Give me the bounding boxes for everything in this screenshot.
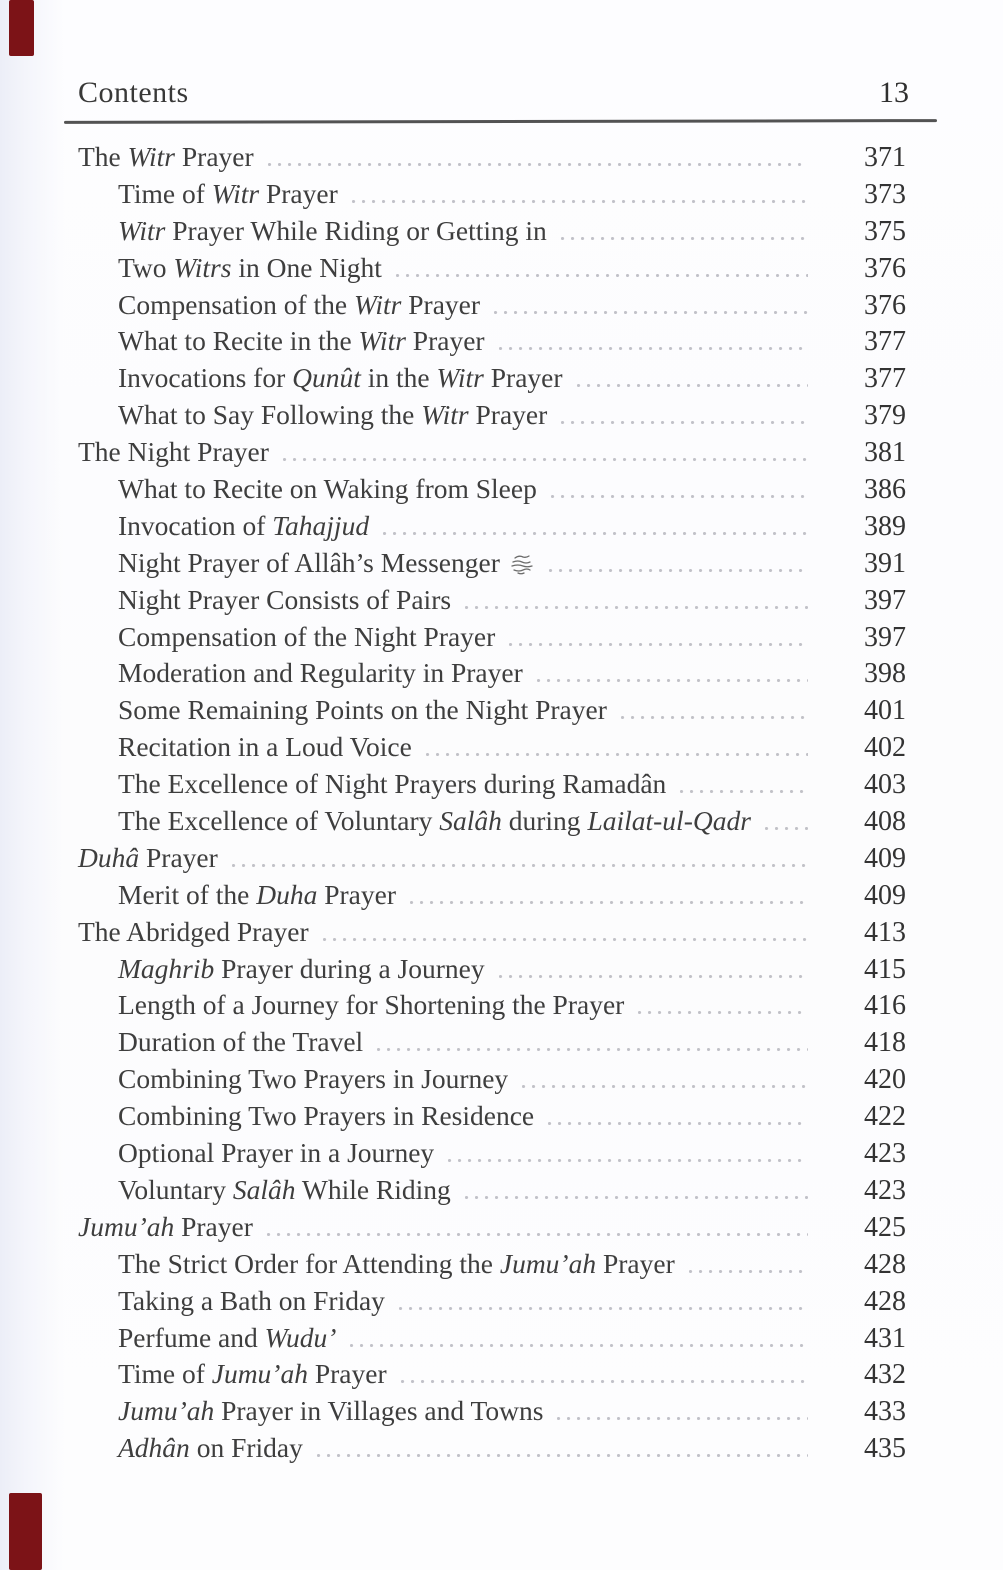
toc-entry-title [118,584,451,616]
toc-entry [78,1026,906,1063]
toc-title-italic-segment: Wudu’ [264,1321,337,1353]
dot-leader [317,1454,808,1457]
toc-title-italic-segment: Witr [436,362,484,394]
toc-entry [78,473,906,510]
toc-entry [78,621,906,658]
toc-entry-title [118,547,535,582]
toc-entry [78,731,906,768]
toc-title-segment: Optional Prayer in a Journey [118,1137,435,1169]
toc-entry [78,1432,906,1469]
dot-leader [509,643,808,646]
dot-leader [383,532,808,535]
toc-entry [78,1174,906,1211]
dot-leader [448,1159,808,1162]
toc-entry-title [118,1395,543,1427]
toc-page-number: 431 [864,1322,906,1354]
dot-leader [499,347,808,350]
toc-page-number: 413 [864,916,906,948]
dot-leader [401,1380,808,1383]
toc-entry [78,215,906,252]
pbuh-symbol-icon [509,550,535,582]
toc-entry [78,953,906,990]
dot-leader [350,1344,808,1347]
toc-page-number: 398 [864,658,906,690]
dot-leader [621,716,808,719]
toc-title-segment: Time of [118,177,212,209]
toc-entry [78,1285,906,1322]
toc-title-segment: Invocation of [118,509,273,541]
toc-page-number: 379 [864,400,906,432]
toc-page-number: 428 [864,1248,906,1280]
toc-title-segment: Prayer [307,1358,387,1390]
toc-page-number: 433 [864,1396,906,1428]
toc-page-number: 401 [864,695,906,727]
toc-title-segment: Two [118,251,174,283]
toc-title-italic-segment: Witr [118,214,166,246]
toc-title-segment: Length of a Journey for Shortening the Prayer [118,989,625,1021]
toc-entry-title [118,768,666,800]
header-rule [64,119,937,124]
toc-page-number: 416 [864,990,906,1022]
toc-title-segment: Perfume and [118,1321,265,1353]
dot-leader [268,163,808,166]
cover-edge-mark-top [9,0,34,56]
toc-entry-title [118,657,523,689]
toc-entry [78,252,906,289]
dot-leader [638,1011,808,1014]
toc-page-number: 425 [864,1211,906,1243]
toc-entry [78,916,906,953]
toc-page-number: 423 [864,1174,906,1206]
toc-title-segment: Merit of the [118,878,257,910]
toc-entry [78,657,906,694]
dot-leader [494,311,808,314]
page-header [78,76,937,110]
toc-page-number: 420 [864,1064,906,1096]
toc-title-italic-segment: Maghrib [118,952,215,984]
toc-entry [78,399,906,436]
dot-leader [232,864,808,867]
toc-entry [78,510,906,547]
toc-entry-title [118,1432,303,1464]
toc-title-segment: Night Prayer Consists of Pairs [118,583,452,615]
dot-leader [323,938,808,941]
toc-entry [78,436,906,473]
toc-title-italic-segment: Witr [211,177,260,209]
toc-entry [78,325,906,362]
dot-leader [557,1417,808,1420]
toc-entry [78,1248,906,1285]
toc-entry [78,1100,906,1137]
dot-leader [680,790,808,793]
dot-leader [551,495,808,498]
toc-entry-title [118,1137,434,1169]
toc-title-italic-segment: Jumu’ah [499,1247,597,1279]
toc-title-italic-segment: Adhân [118,1432,190,1464]
toc-page-number: 391 [864,547,906,579]
toc-title-segment: Prayer While Riding or Getting in [165,214,547,246]
toc-entry [78,989,906,1026]
toc-title-segment: Compensation of the [118,288,355,320]
toc-page-number: 432 [864,1359,906,1391]
toc-entry-title [118,289,480,321]
toc-title-italic-segment: Witr [127,141,176,172]
toc-title-segment: Prayer [401,288,481,320]
toc-entry-title [118,252,382,284]
toc-title-segment: Combining Two Prayers in Residence [118,1100,535,1132]
dot-leader [561,421,808,424]
toc-entry-title [78,842,218,874]
toc-title-segment: Prayer [405,325,485,357]
toc-title-segment: The [78,141,128,172]
toc-entry-title [118,1063,508,1095]
toc-title-segment: What to Say Following the [118,399,422,431]
dot-leader [522,1085,808,1088]
toc-title-segment: Prayer [468,399,548,431]
toc-page-number: 435 [864,1433,906,1465]
toc-entry [78,842,906,879]
toc-page-number: 397 [864,584,906,616]
dot-leader [577,384,808,387]
toc-title-segment: While Riding [295,1173,451,1205]
toc-entry-title [78,1211,253,1243]
toc-title-segment: Taking a Bath on Friday [118,1284,385,1316]
toc-title-italic-segment: Witr [354,288,402,320]
toc-page-number: 386 [864,474,906,506]
dot-leader [377,1048,808,1051]
toc-title-segment: Prayer [139,841,218,873]
toc-title-segment: The Excellence of Voluntary [118,805,440,837]
toc-entry-title [118,953,485,985]
toc-title-italic-segment: Salâh [439,805,502,837]
toc-entry-title [78,916,309,948]
toc-title-italic-segment: Witr [421,399,469,431]
toc-page-number: 408 [864,806,906,838]
toc-entry-title [118,399,547,431]
toc-page-number: 423 [864,1138,906,1170]
toc-title-italic-segment: Duhâ [78,841,140,873]
toc-title-segment: The Night Prayer [78,436,269,468]
toc-entry-title [118,989,624,1021]
dot-leader [410,901,808,904]
toc-title-segment: Moderation and Regularity in Prayer [118,657,523,689]
toc-title-italic-segment: Qunût [292,362,361,394]
toc-entry-title [118,694,607,726]
dot-leader [283,458,808,461]
toc-entry [78,879,906,916]
toc-title-segment: in the [360,362,437,394]
toc-entry-title [118,879,396,911]
toc-title-italic-segment: Witrs [173,251,232,283]
toc-title-italic-segment: Lailat-ul-Qadr [587,805,751,837]
toc-page-number: 375 [864,215,906,247]
dot-leader [396,274,808,277]
page-number: 13 [879,76,909,109]
toc-entry [78,1395,906,1432]
toc-entry [78,694,906,731]
toc-page-number: 373 [864,178,906,210]
toc-page-number: 409 [864,842,906,874]
dot-leader [561,237,808,240]
toc-title-segment: Invocations for [118,362,293,394]
toc-title-segment: Prayer in Villages and Towns [214,1395,544,1427]
toc-page-number: 376 [864,252,906,284]
toc-page-number: 402 [864,732,906,764]
toc-title-segment: What to Recite in the [118,325,359,357]
toc-entry [78,141,906,178]
toc-page-number: 377 [864,363,906,395]
dot-leader [765,827,808,830]
toc-title-italic-segment: Salâh [232,1173,296,1205]
toc-title-segment: Compensation of the Night Prayer [118,620,496,652]
toc-title-italic-segment: Jumu’ah [211,1358,308,1390]
toc-entry-title [118,805,751,837]
toc-title-segment: Voluntary [118,1173,233,1205]
toc-page-number: 377 [864,326,906,358]
toc-entry-title [118,178,338,210]
toc-entry-title [118,215,547,247]
toc-entry-title [118,731,412,763]
toc-entry-title [118,473,537,505]
dot-leader [689,1270,808,1273]
toc-page-number: 422 [864,1101,906,1133]
toc-entry-title [118,1174,451,1206]
toc-title-segment: Prayer [596,1247,675,1279]
toc-title-segment: Prayer during a Journey [214,952,485,984]
toc-title-segment: in One Night [231,251,382,283]
dot-leader [352,200,808,203]
toc-entry-title [118,1026,363,1058]
toc-entry [78,1137,906,1174]
toc-title-segment: Night Prayer of Allâh’s Messenger [118,546,507,578]
toc-title-segment: Prayer [317,878,397,910]
toc-page-number: 376 [864,289,906,321]
toc-entry [78,1211,906,1248]
toc-entry-title [118,325,485,357]
dot-leader [465,1196,808,1199]
toc-page-number: 397 [864,621,906,653]
toc-page-number: 409 [864,879,906,911]
toc-title-segment: Prayer [483,362,563,394]
toc-entry [78,178,906,215]
toc-list [78,141,906,1469]
page-edge-shadow [0,0,64,1570]
toc-entry-title [118,1358,387,1390]
toc-entry-title [118,362,563,394]
toc-title-italic-segment: Tahajjud [272,509,370,541]
toc-page-number: 415 [864,953,906,985]
toc-entry-title [78,436,269,468]
dot-leader [499,975,808,978]
toc-entry [78,362,906,399]
toc-page-number: 428 [864,1285,906,1317]
toc-entry-title [118,510,369,542]
toc-entry [78,547,906,584]
toc-title-segment: during [501,805,588,837]
toc-entry-title [118,1285,385,1317]
toc-entry [78,768,906,805]
dot-leader [426,753,808,756]
toc-entry [78,289,906,326]
dot-leader [399,1307,808,1310]
toc-entry [78,1063,906,1100]
toc-title-segment: Duration of the Travel [118,1026,364,1058]
toc-entry-title [118,1248,675,1280]
toc-page-number: 381 [864,437,906,469]
toc-title-italic-segment: Jumu’ah [78,1210,175,1242]
toc-title-segment: Some Remaining Points on the Night Prayer [118,694,607,726]
toc-title-segment: The Strict Order for Attending the [118,1247,500,1279]
toc-title-italic-segment: Jumu’ah [118,1395,215,1427]
dot-leader [548,1122,808,1125]
toc-title-segment: What to Recite on Waking from Sleep [118,473,537,505]
toc-page-number: 371 [864,142,906,173]
dot-leader [549,569,808,572]
toc-page-number: 418 [864,1027,906,1059]
toc-entry [78,584,906,621]
toc-entry-title [118,621,495,653]
dot-leader [465,606,808,609]
dot-leader [267,1233,808,1236]
toc-entry-title [78,141,254,173]
toc-title-italic-segment: Duha [256,878,318,910]
toc-title-segment: The Abridged Prayer [78,915,309,947]
toc-entry-title [118,1100,534,1132]
cover-edge-mark-bottom [9,1493,42,1570]
dot-leader [537,679,808,682]
toc-page-number: 389 [864,510,906,542]
toc-title-italic-segment: Witr [358,325,406,357]
toc-title-segment: Prayer [259,177,338,209]
toc-entry [78,805,906,842]
toc-title-segment: Prayer [174,1210,253,1242]
toc-title-segment: Time of [118,1358,212,1390]
toc-title-segment: The Excellence of Night Prayers during Ramadân [118,768,667,800]
toc-entry [78,1322,906,1359]
toc-entry [78,1358,906,1395]
toc-title-segment: Combining Two Prayers in Journey [118,1063,509,1095]
toc-title-segment: on Friday [189,1432,303,1464]
toc-page-number: 403 [864,769,906,801]
running-head-title: Contents [78,76,189,109]
toc-title-segment: Recitation in a Loud Voice [118,731,412,763]
toc-entry-title [118,1322,336,1354]
toc-title-segment: Prayer [175,141,254,172]
